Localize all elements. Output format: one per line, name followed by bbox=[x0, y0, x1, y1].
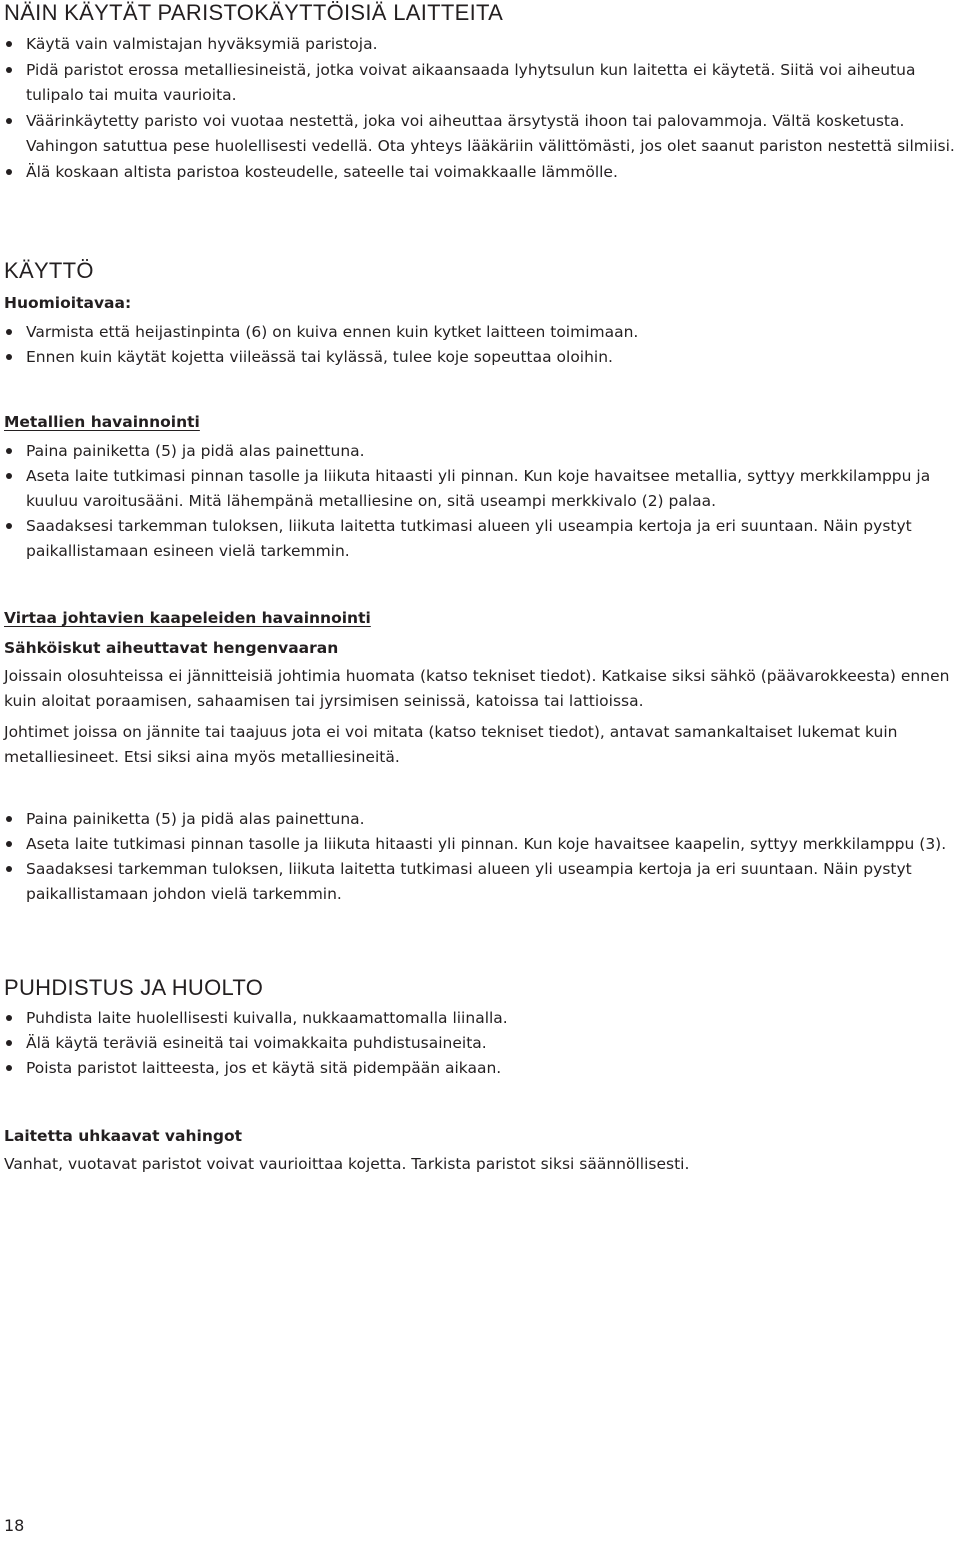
list-item: Saadaksesi tarkemman tuloksen, liikuta laitetta tutkimasi alueen yli useampia kertoja ja eri suuntaan. Näin pystyt paikallistamaan johdon vielä tarkemmin. bbox=[4, 857, 956, 907]
list-item: Varmista että heijastinpinta (6) on kuiva ennen kuin kytket laitteen toimimaan. bbox=[4, 320, 956, 345]
list-item: Saadaksesi tarkemman tuloksen, liikuta laitetta tutkimasi alueen yli useampia kertoja ja eri suuntaan. Näin pystyt paikallistamaan esineen vielä tarkemmin. bbox=[4, 514, 956, 564]
list-item: Paina painiketta (5) ja pidä alas painettuna. bbox=[4, 439, 956, 464]
cable-paragraph: Joissain olosuhteissa ei jännitteisiä johtimia huomata (katso tekniset tiedot). Katkaise siksi sähkö (päävarokkeesta) ennen kuin aloitat poraamisen, sahaamisen tai jyrsimisen seinissä, katoissa tai lattioissa. bbox=[4, 667, 950, 710]
damage-text: Vanhat, vuotavat paristot voivat vaurioittaa kojetta. Tarkista paristot siksi säännöllisesti. bbox=[4, 1155, 690, 1173]
note-heading: Huomioitavaa: bbox=[4, 294, 132, 312]
list-item: Väärinkäytetty paristo voi vuotaa nestettä, joka voi aiheuttaa ärsytystä ihoon tai palovammoja. Vältä kosketusta. Vahingon satuttua pese huolellisesti vedellä. Ota yhteys lääkäriin välittömästi, jos olet saanut pariston nestettä silmiisi. bbox=[4, 109, 956, 159]
list-item: Pidä paristot erossa metalliesineistä, jotka voivat aikaansaada lyhytsulun kun laitetta ei käytetä. Siitä voi aiheutua tulipalo tai muita vaurioita. bbox=[4, 58, 956, 108]
maintenance-list bbox=[4, 1006, 956, 1081]
cable-detection-list bbox=[4, 807, 956, 907]
battery-section-title: NÄIN KÄYTÄT PARISTOKÄYTTÖISIÄ LAITTEITA bbox=[4, 0, 504, 25]
metal-detection-list bbox=[4, 439, 956, 564]
usage-section-title: KÄYTTÖ bbox=[4, 258, 94, 283]
list-item: Aseta laite tutkimasi pinnan tasolle ja liikuta hitaasti yli pinnan. Kun koje havaitsee metallia, syttyy merkkilamppu ja kuuluu varoitusääni. Mitä lähempänä metalliesine on, sitä useampi merkkivalo (2) palaa. bbox=[4, 464, 956, 514]
danger-heading: Sähköiskut aiheuttavat hengenvaaran bbox=[4, 639, 339, 657]
maintenance-section-title: PUHDISTUS JA HUOLTO bbox=[4, 975, 264, 1000]
page-number: 18 bbox=[4, 1516, 25, 1535]
cable-paragraph: Johtimet joissa on jännite tai taajuus jota ei voi mitata (katso tekniset tiedot), antavat samankaltaiset lukemat kuin metalliesineet. Etsi siksi aina myös metalliesineitä. bbox=[4, 723, 898, 766]
list-item: Älä koskaan altista paristoa kosteudelle, sateelle tai voimakkaalle lämmölle. bbox=[4, 160, 956, 185]
metal-detection-heading: Metallien havainnointi bbox=[4, 413, 200, 431]
cable-detection-heading: Virtaa johtavien kaapeleiden havainnointi bbox=[4, 609, 371, 627]
note-list bbox=[4, 320, 956, 370]
list-item: Poista paristot laitteesta, jos et käytä sitä pidempään aikaan. bbox=[4, 1056, 956, 1081]
damage-heading: Laitetta uhkaavat vahingot bbox=[4, 1127, 243, 1145]
list-item: Aseta laite tutkimasi pinnan tasolle ja liikuta hitaasti yli pinnan. Kun koje havaitsee kaapelin, syttyy merkkilamppu (3). bbox=[4, 832, 956, 857]
list-item: Ennen kuin käytät kojetta viileässä tai kylässä, tulee koje sopeuttaa oloihin. bbox=[4, 345, 956, 370]
list-item: Älä käytä teräviä esineitä tai voimakkaita puhdistusaineita. bbox=[4, 1031, 956, 1056]
list-item: Käytä vain valmistajan hyväksymiä paristoja. bbox=[4, 32, 956, 57]
list-item: Puhdista laite huolellisesti kuivalla, nukkaamattomalla liinalla. bbox=[4, 1006, 956, 1031]
battery-list bbox=[4, 32, 956, 186]
list-item: Paina painiketta (5) ja pidä alas painettuna. bbox=[4, 807, 956, 832]
